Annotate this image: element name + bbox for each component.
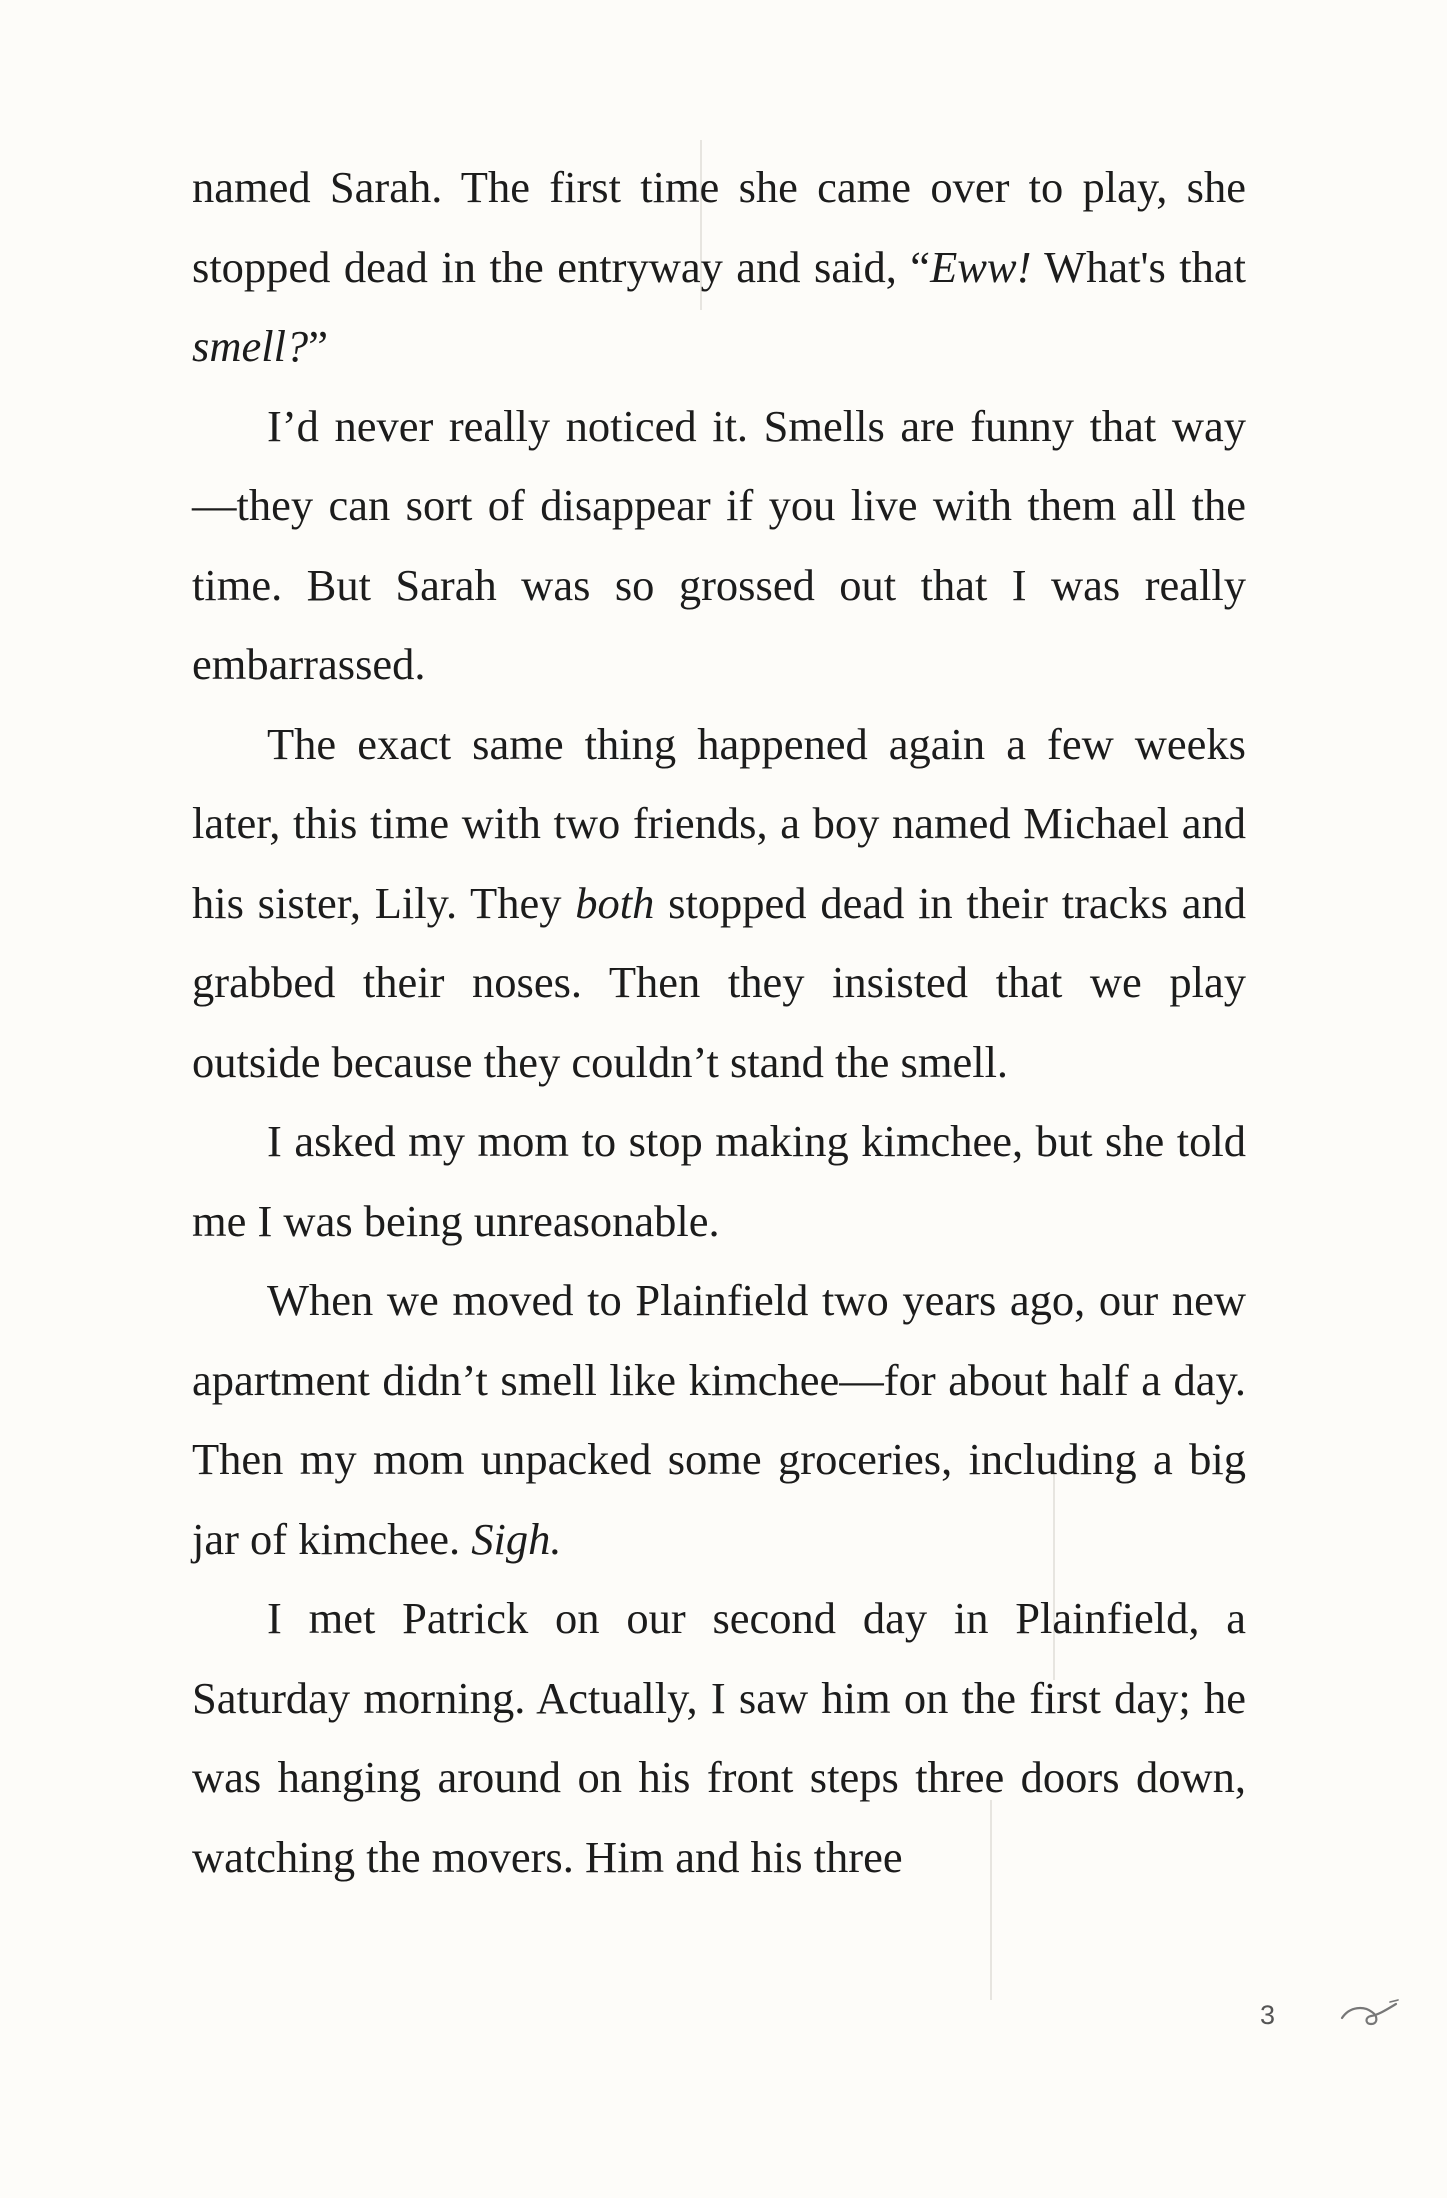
body-text: [192, 148, 1246, 1897]
flourish-icon: [1338, 1996, 1402, 2030]
italic-text: smell?: [192, 321, 309, 371]
paragraph: [192, 705, 1246, 1103]
text-run: ”: [308, 321, 328, 371]
paragraph: [192, 1261, 1246, 1579]
paragraph: [192, 1102, 1246, 1261]
text-run: named Sarah. The first time she came over to play, she stopped dead in the entryway and said, “: [192, 162, 1246, 292]
text-run: stopped dead in their tracks and grabbed their noses. Then they insisted that we play outside because they couldn’t stand the smell.: [192, 877, 1246, 1087]
text-run: I’d never really noticed it. Smells are funny that way—they can sort of disappear if you live with them all the time. But Sarah was so grossed out that I was really embarrassed.: [192, 400, 1246, 689]
italic-text: Eww!: [930, 241, 1032, 292]
italic-text: Sigh.: [471, 1513, 562, 1564]
page-number: 3: [1260, 2000, 1276, 2030]
paragraph: [192, 387, 1246, 705]
italic-text: both: [575, 877, 655, 928]
paragraph: [192, 148, 1246, 387]
text-run: When we moved to Plainfield two years ago, our new apartment didn’t smell like kimchee—for about half a day. Then my mom unpacked some groceries, including a big jar of kimchee.: [192, 1275, 1246, 1564]
text-run: I met Patrick on our second day in Plainfield, a Saturday morning. Actually, I saw him on the first day; he was hanging around on his front steps three doors down, watching the movers. Him and his three: [192, 1593, 1246, 1882]
text-run: The exact same thing happened again a few weeks later, this time with two friends, a boy named Michael and his sister, Lily. They: [192, 718, 1246, 928]
text-run: What's that: [1031, 241, 1246, 292]
paragraph: [192, 1579, 1246, 1897]
text-run: I asked my mom to stop making kimchee, but she told me I was being unreasonable.: [192, 1116, 1246, 1246]
